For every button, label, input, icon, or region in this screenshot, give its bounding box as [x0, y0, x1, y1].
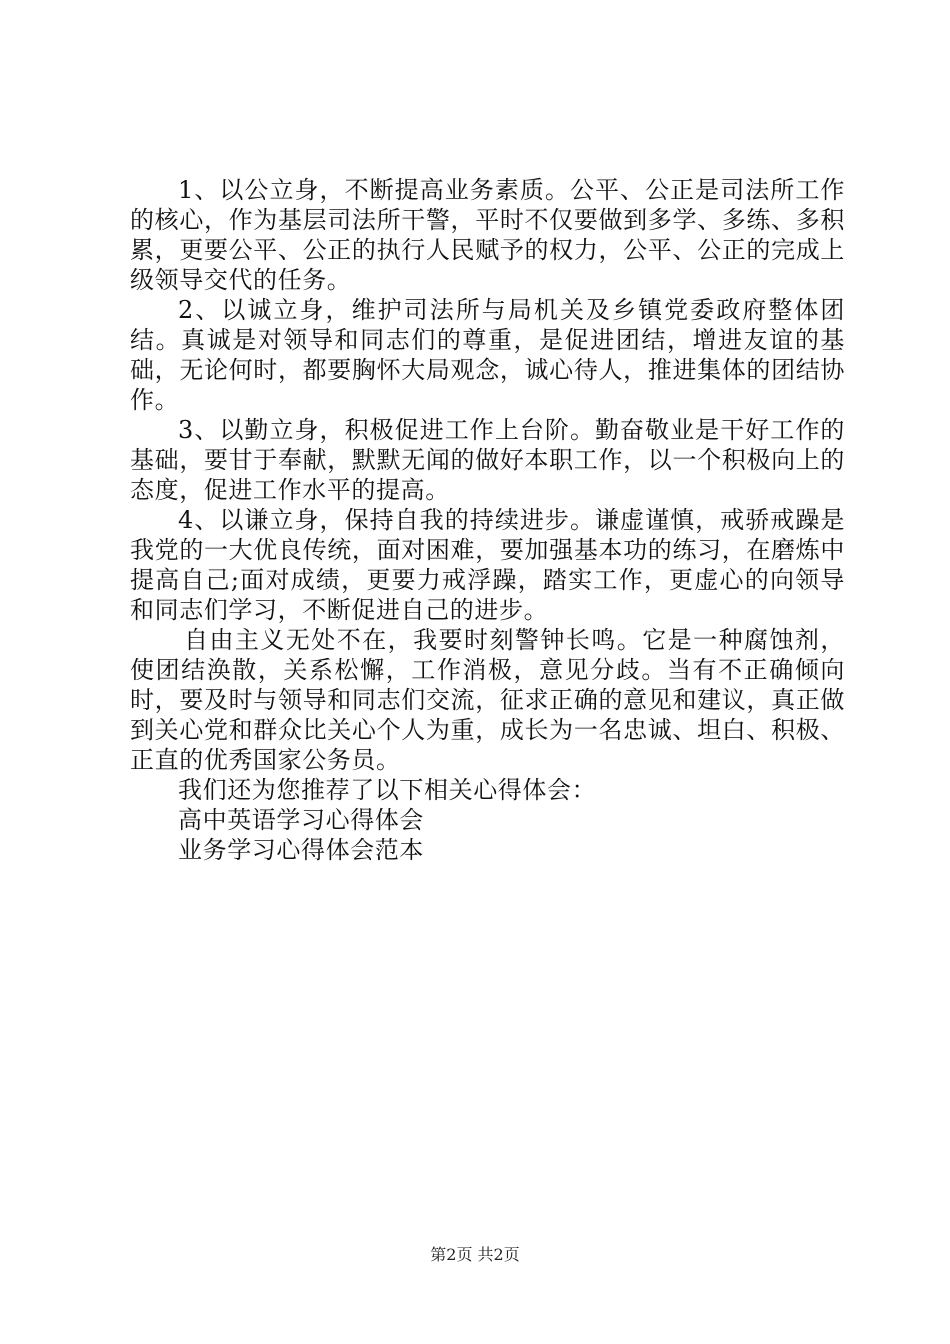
paragraph-1: 1、以公立身，不断提高业务素质。公平、公正是司法所工作的核心，作为基层司法所干警，平时不仅要做到多学、多练、多积累，更要公平、公正的执行人民赋予的权力，公平、公正的完成上级领导交代的任务。 [130, 176, 845, 294]
related-section [130, 775, 845, 865]
document-body [130, 175, 845, 865]
related-link-1[interactable]: 高中英语学习心得体会 [178, 806, 424, 834]
related-link-2[interactable]: 业务学习心得体会范本 [178, 836, 424, 864]
paragraph-4: 4、以谦立身，保持自我的持续进步。谦虚谨慎，戒骄戒躁是我党的一大优良传统，面对困难，要加强基本功的练习，在磨炼中提高自己;面对成绩，更要力戒浮躁，踏实工作，更虚心的向领导和同志们学习，不断促进自己的进步。 [130, 506, 845, 624]
page-footer [0, 1245, 950, 1265]
related-intro: 我们还为您推荐了以下相关心得体会： [178, 776, 597, 804]
page-number: 第2页 共2页 [430, 1245, 520, 1264]
paragraph-5: 自由主义无处不在，我要时刻警钟长鸣。它是一种腐蚀剂，使团结涣散，关系松懈，工作消极，意见分歧。当有不正确倾向时，要及时与领导和同志们交流，征求正确的意见和建议，真正做到关心党和群众比关心个人为重，成长为一名忠诚、坦白、积极、正直的优秀国家公务员。 [130, 626, 845, 774]
paragraph-2: 2、以诚立身，维护司法所与局机关及乡镇党委政府整体团结。真诚是对领导和同志们的尊重，是促进团结，增进友谊的基础，无论何时，都要胸怀大局观念，诚心待人，推进集体的团结协作。 [130, 296, 845, 414]
paragraph-3: 3、以勤立身，积极促进工作上台阶。勤奋敬业是干好工作的基础，要甘于奉献，默默无闻的做好本职工作，以一个积极向上的态度，促进工作水平的提高。 [130, 416, 845, 504]
